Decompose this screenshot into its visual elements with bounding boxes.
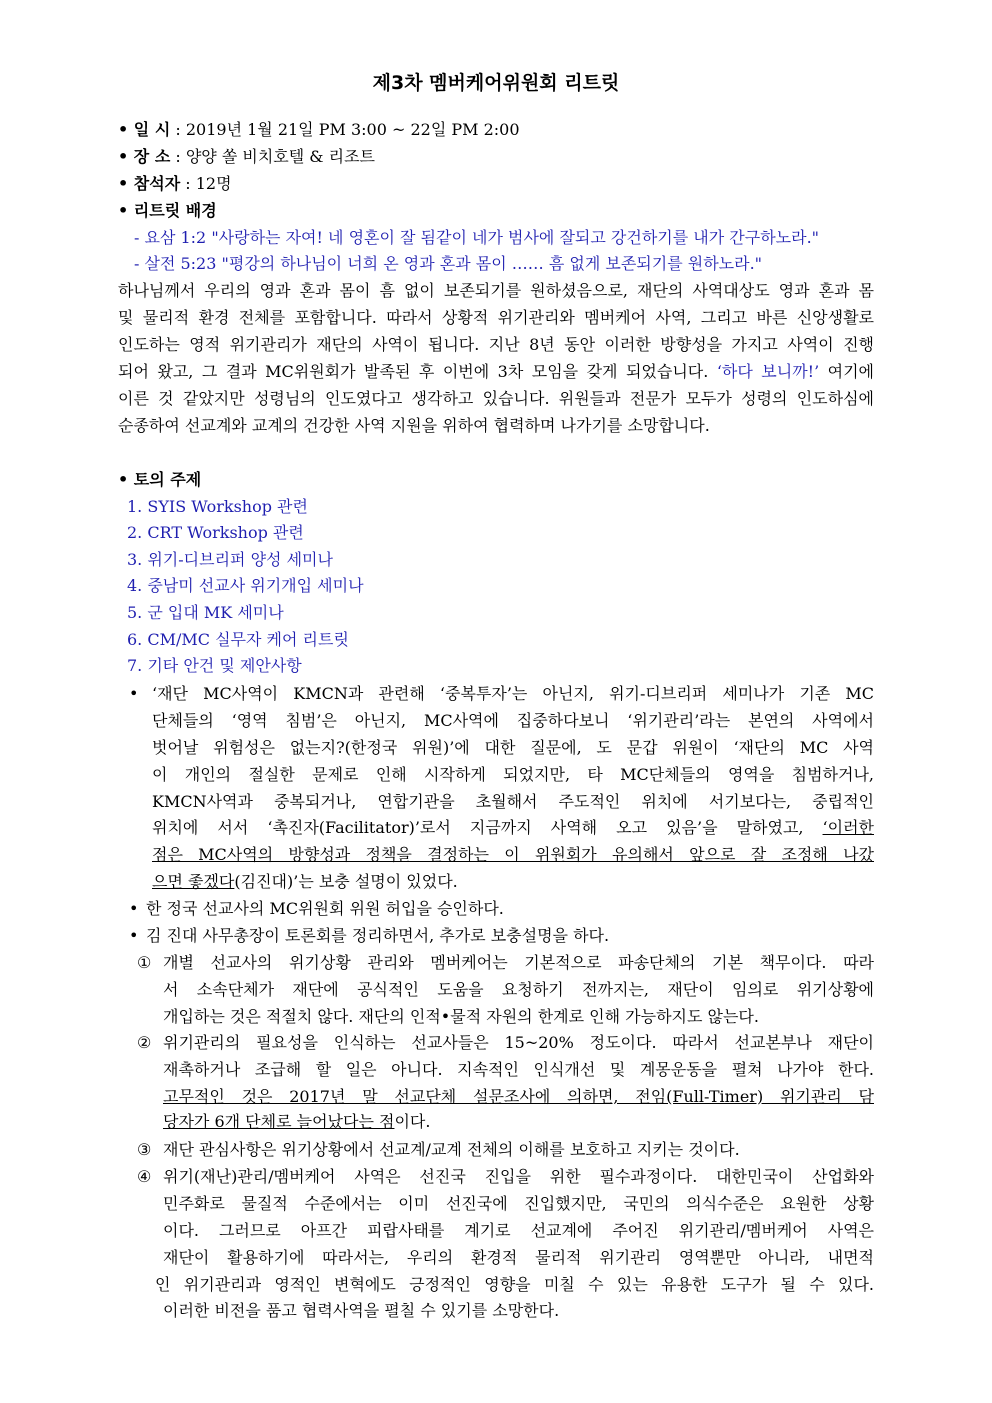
discussion-line: 점은 MC사역의 방향성과 정책을 결정하는 이 위원회가 유의해서 앞으로 잘 조정해 나갔 xyxy=(152,845,874,864)
discussion-line: KMCN사역과 중복되거나, 연합기관을 초월해서 주도적인 위치에 서기보다는, 중립적인 xyxy=(152,792,874,811)
point-line: 위기관리의 필요성을 인식하는 선교사들은 15~20% 정도이다. 따라서 선교본부나 재단이 xyxy=(163,1033,874,1052)
discussion-line: 김 진대 사무총장이 토론회를 정리하면서, 추가로 보충설명을 하다. xyxy=(146,926,610,945)
background-paragraph-line: 순종하여 선교계와 교계의 건강한 사역 지원을 위하여 협력하며 나가기를 소망합니다. xyxy=(118,416,710,435)
bullet-marker: • xyxy=(129,899,139,918)
discussion-line: 으면 좋겠다(김진대)’는 보충 설명이 있었다. xyxy=(152,872,458,891)
topic-item: 3. 위기-디브리퍼 양성 세미나 xyxy=(127,550,333,569)
meta-attendees-line: • 참석자 : 12명 xyxy=(118,174,232,193)
discussion-line: 한 정국 선교사의 MC위원회 위원 허입을 승인하다. xyxy=(146,899,504,918)
meta-date-line: • 일 시 : 2019년 1월 21일 PM 3:00 ~ 22일 PM 2:00 xyxy=(118,120,520,139)
background-paragraph-line: 인도하는 영적 위기관리가 재단의 사역이 됩니다. 지난 8년 동안 이러한 방향성을 가지고 사역이 진행 xyxy=(118,335,874,354)
verse-1: - 요삼 1:2 "사랑하는 자여! 네 영혼이 잘 됨같이 네가 범사에 잘되고 강건하기를 내가 간구하노라." xyxy=(134,228,820,247)
background-paragraph-line: 되어 왔고, 그 결과 MC위원회가 발족된 후 이번에 3차 모임을 갖게 되었습니다. ‘하다 보니까!’ 여기에 xyxy=(118,362,875,381)
point-line: 이러한 비전을 품고 협력사역을 펼칠 수 있기를 소망한다. xyxy=(163,1301,560,1320)
point-line: 고무적인 것은 2017년 말 선교단체 설문조사에 의하면, 전임(Full-Timer) 위기관리 담 xyxy=(163,1087,874,1106)
point-marker: ① xyxy=(137,953,152,972)
point-line: 이다. 그러므로 아프간 피랍사태를 계기로 선교계에 주어진 위기관리/멤버케어 사역은 xyxy=(163,1221,874,1240)
point-line: 재단이 활용하기에 따라서는, 우리의 환경적 물리적 위기관리 영역뿐만 아니라, 내면적 xyxy=(163,1248,874,1267)
point-marker: ③ xyxy=(137,1140,152,1159)
bullet-marker: • xyxy=(129,684,139,703)
verse-2: - 살전 5:23 "평강의 하나님이 너희 온 영과 혼과 몸이 …… 흠 없게 보존되기를 원하노라." xyxy=(134,254,763,273)
meta-place-line: • 장 소 : 양양 쏠 비치호텔 & 리조트 xyxy=(118,147,375,166)
point-line: 인 위기관리과 영적인 변혁에도 긍정적인 영향을 미칠 수 있는 유용한 도구가 될 수 있다. xyxy=(155,1275,874,1294)
background-paragraph-line: 및 물리적 환경 전체를 포함합니다. 따라서 상황적 위기관리와 멤버케어 사역, 그리고 바른 신앙생활로 xyxy=(118,308,874,327)
discussion-line: 이 개인의 절실한 문제로 인해 시작하게 되었지만, 타 MC단체들의 영역을 침범하거나, xyxy=(152,765,874,784)
point-line: 서 소속단체가 재단에 공식적인 도움을 요청하기 전까지는, 재단이 임의로 위기상황에 xyxy=(163,980,874,999)
topic-item: 7. 기타 안건 및 제안사항 xyxy=(127,656,302,675)
topic-item: 1. SYIS Workshop 관련 xyxy=(127,497,308,516)
document-title: 제3차 멤버케어위원회 리트릿 xyxy=(372,72,620,94)
topic-item: 5. 군 입대 MK 세미나 xyxy=(127,603,284,622)
discussion-line: 단체들의 ‘영역 침범’은 아닌지, MC사역에 집중하다보니 ‘위기관리’라는 본연의 사역에서 xyxy=(152,711,874,730)
discussion-line: 위치에 서서 ‘촉진자(Facilitator)’로서 지금까지 사역해 오고 있음’을 말하였고, ‘이러한 xyxy=(152,818,874,837)
discussion-line: 벗어날 위험성은 없는지?(한정국 위원)’에 대한 질문에, 도 문갑 위원이 ‘재단의 MC 사역 xyxy=(152,738,874,757)
topics-heading: • 토의 주제 xyxy=(118,470,202,489)
point-marker: ④ xyxy=(137,1167,152,1186)
point-marker: ② xyxy=(137,1033,152,1052)
point-line: 개별 선교사의 위기상황 관리와 멤버케어는 기본적으로 파송단체의 기본 책무이다. 따라 xyxy=(163,953,874,972)
topic-item: 6. CM/MC 실무자 케어 리트릿 xyxy=(127,630,349,649)
bullet-marker: • xyxy=(129,926,139,945)
background-paragraph-line: 하나님께서 우리의 영과 혼과 몸이 흠 없이 보존되기를 원하셨음으로, 재단의 사역대상도 영과 혼과 몸 xyxy=(118,281,874,300)
point-line: 재단 관심사항은 위기상황에서 선교계/교계 전체의 이해를 보호하고 지키는 것이다. xyxy=(163,1140,740,1159)
point-line: 당자가 6개 단체로 늘어났다는 점이다. xyxy=(163,1112,431,1131)
point-line: 재촉하거나 조급해 할 일은 아니다. 지속적인 인식개선 및 계몽운동을 펼쳐 나가야 한다. xyxy=(163,1060,874,1079)
topic-item: 4. 중남미 선교사 위기개입 세미나 xyxy=(127,576,364,595)
point-line: 위기(재난)관리/멤버케어 사역은 선진국 진입을 위한 필수과정이다. 대한민국이 산업화와 xyxy=(163,1167,874,1186)
topic-item: 2. CRT Workshop 관련 xyxy=(127,523,304,542)
point-line: 민주화로 물질적 수준에서는 이미 선진국에 진입했지만, 국민의 의식수준은 요원한 상황 xyxy=(163,1194,874,1213)
discussion-line: ‘재단 MC사역이 KMCN과 관련해 ‘중복투자’는 아닌지, 위기-디브리퍼 세미나가 기존 MC xyxy=(152,684,874,703)
point-line: 개입하는 것은 적절치 않다. 재단의 인적•물적 자원의 한계로 인해 가능하지도 않는다. xyxy=(163,1007,759,1026)
background-heading: • 리트릿 배경 xyxy=(118,201,217,220)
background-paragraph-line: 이른 것 같았지만 성령님의 인도였다고 생각하고 있습니다. 위원들과 전문가 모두가 성령의 인도하심에 xyxy=(118,389,874,408)
